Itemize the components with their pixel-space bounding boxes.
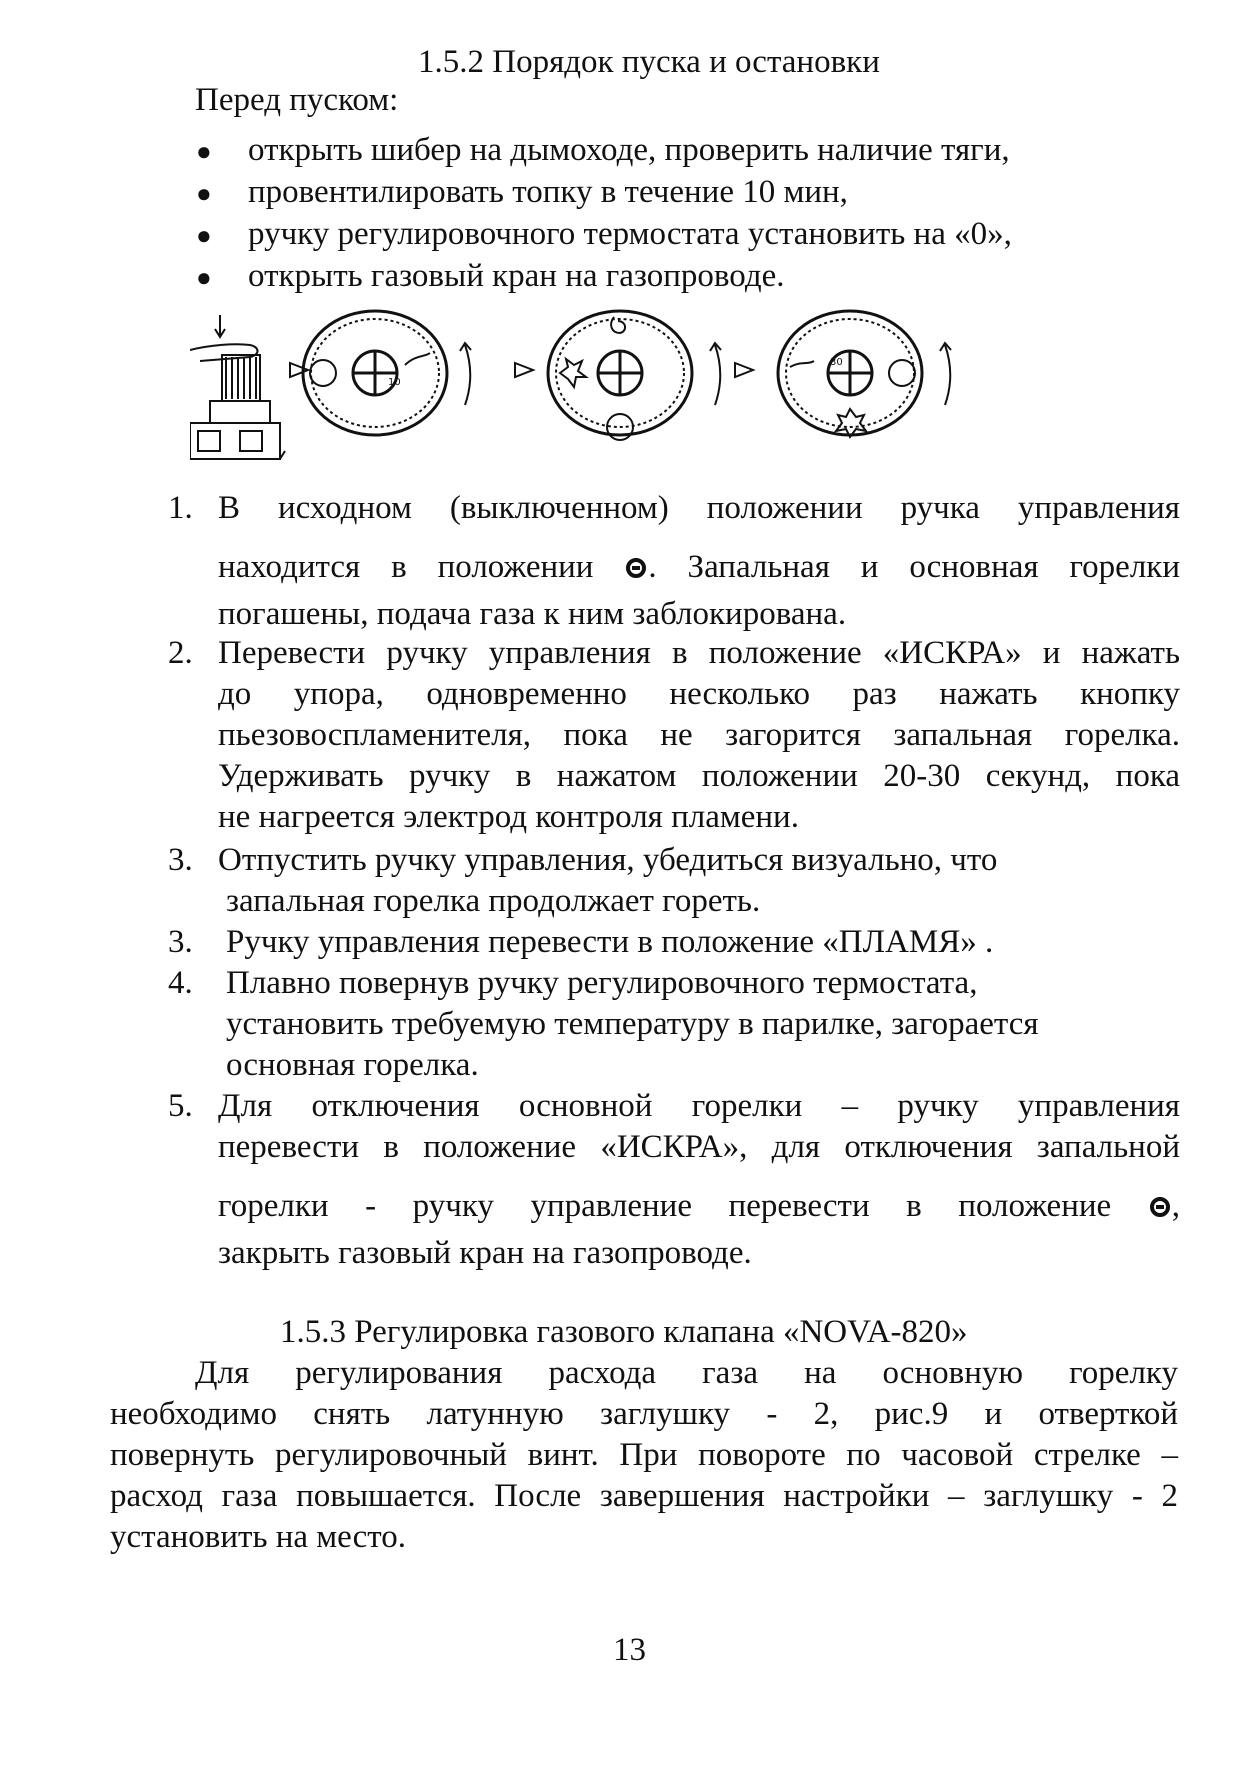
- body-text-line: расход газа повышается. После завершения настройки – заглушку - 2: [110, 1478, 1178, 1514]
- page-number: 13: [613, 1632, 646, 1668]
- triangle-arrow-icon: [735, 363, 753, 377]
- knob-off-position: [303, 311, 447, 435]
- step-number: 3.: [168, 924, 193, 960]
- bullet-icon: ●: [196, 263, 212, 292]
- triangle-arrow-icon: [290, 363, 308, 377]
- step-text-part: . Запальная и основная горелки: [648, 549, 1180, 585]
- step-text: Перевести ручку управления в положение «ИСКРА» и нажать: [218, 635, 1180, 671]
- step-text: Ручку управления перевести в положение «ПЛАМЯ» .: [226, 924, 994, 960]
- bullet-icon: ●: [196, 137, 212, 166]
- step-text: основная горелка.: [226, 1047, 479, 1083]
- step-text: [218, 1186, 1180, 1226]
- valve-press-illustration: [190, 315, 285, 459]
- step-text: В исходном (выключенном) положении ручка управления: [218, 490, 1180, 526]
- section-heading: 1.5.3 Регулировка газового клапана «NOVA-820»: [280, 1314, 968, 1350]
- step-number: 4.: [168, 965, 193, 1001]
- rotate-arrow-icon: [940, 343, 951, 405]
- rotate-arrow-icon: [710, 343, 721, 405]
- step-text: Для отключения основной горелки – ручку управления: [218, 1088, 1180, 1124]
- step-text: Отпустить ручку управления, убедиться визуально, что: [218, 842, 998, 878]
- step-text: Плавно повернув ручку регулировочного термостата,: [226, 965, 978, 1001]
- step-number: 3.: [168, 842, 193, 878]
- step-text: закрыть газовый кран на газопроводе.: [218, 1235, 752, 1271]
- section-heading: 1.5.2 Порядок пуска и остановки: [418, 44, 880, 80]
- triangle-arrow-icon: [515, 363, 533, 377]
- body-text-line: установить на место.: [110, 1519, 407, 1555]
- body-text-line: повернуть регулировочный винт. При повороте по часовой стрелке –: [110, 1437, 1178, 1473]
- bullet-icon: ●: [196, 179, 212, 208]
- step-text: не нагреется электрод контроля пламени.: [218, 799, 799, 835]
- step-text-part: ,: [1171, 1188, 1180, 1224]
- step-text: перевести в положение «ИСКРА», для отключения запальной: [218, 1129, 1180, 1165]
- step-text: пьезовоспламенителя, пока не загорится запальная горелка.: [218, 717, 1180, 753]
- step-text: погашены, подача газа к ним заблокирована.: [218, 596, 847, 632]
- bullet-icon: ●: [196, 221, 212, 250]
- step-number: 5.: [168, 1088, 193, 1124]
- step-text-part: горелки - ручку управление перевести в положение: [218, 1188, 1148, 1224]
- step-text: [218, 547, 1180, 587]
- svg-text:30: 30: [830, 357, 843, 368]
- step-text: Удерживать ручку в нажатом положении 20-30 секунд, пока: [218, 758, 1180, 794]
- step-text-part: находится в положении: [218, 549, 625, 585]
- step-text: запальная горелка продолжает гореть.: [226, 883, 761, 919]
- knob-spark-position: [548, 311, 692, 440]
- off-position-icon: [1150, 1197, 1170, 1217]
- bullet-item: открыть шибер на дымоходе, проверить наличие тяги,: [248, 132, 1010, 168]
- knob-positions-figure: [190, 305, 1090, 475]
- bullet-item: провентилировать топку в течение 10 мин,: [248, 174, 848, 210]
- body-text-line: Для регулирования расхода газа на основную горелку: [195, 1355, 1178, 1391]
- bullet-item: открыть газовый кран на газопроводе.: [248, 258, 785, 294]
- step-number: 2.: [168, 635, 193, 671]
- body-text-line: необходимо снять латунную заглушку - 2, рис.9 и отверткой: [110, 1396, 1178, 1432]
- svg-text:10: 10: [388, 377, 401, 388]
- off-position-icon: [626, 558, 646, 578]
- knob-flame-position: [778, 311, 922, 437]
- step-number: 1.: [168, 490, 193, 526]
- step-text: установить требуемую температуру в парилке, загорается: [226, 1006, 1039, 1042]
- bullet-item: ручку регулировочного термостата установить на «0»,: [248, 216, 1012, 252]
- rotate-arrow-icon: [460, 343, 471, 405]
- intro-text: Перед пуском:: [195, 82, 399, 118]
- step-text: до упора, одновременно несколько раз нажать кнопку: [218, 676, 1180, 712]
